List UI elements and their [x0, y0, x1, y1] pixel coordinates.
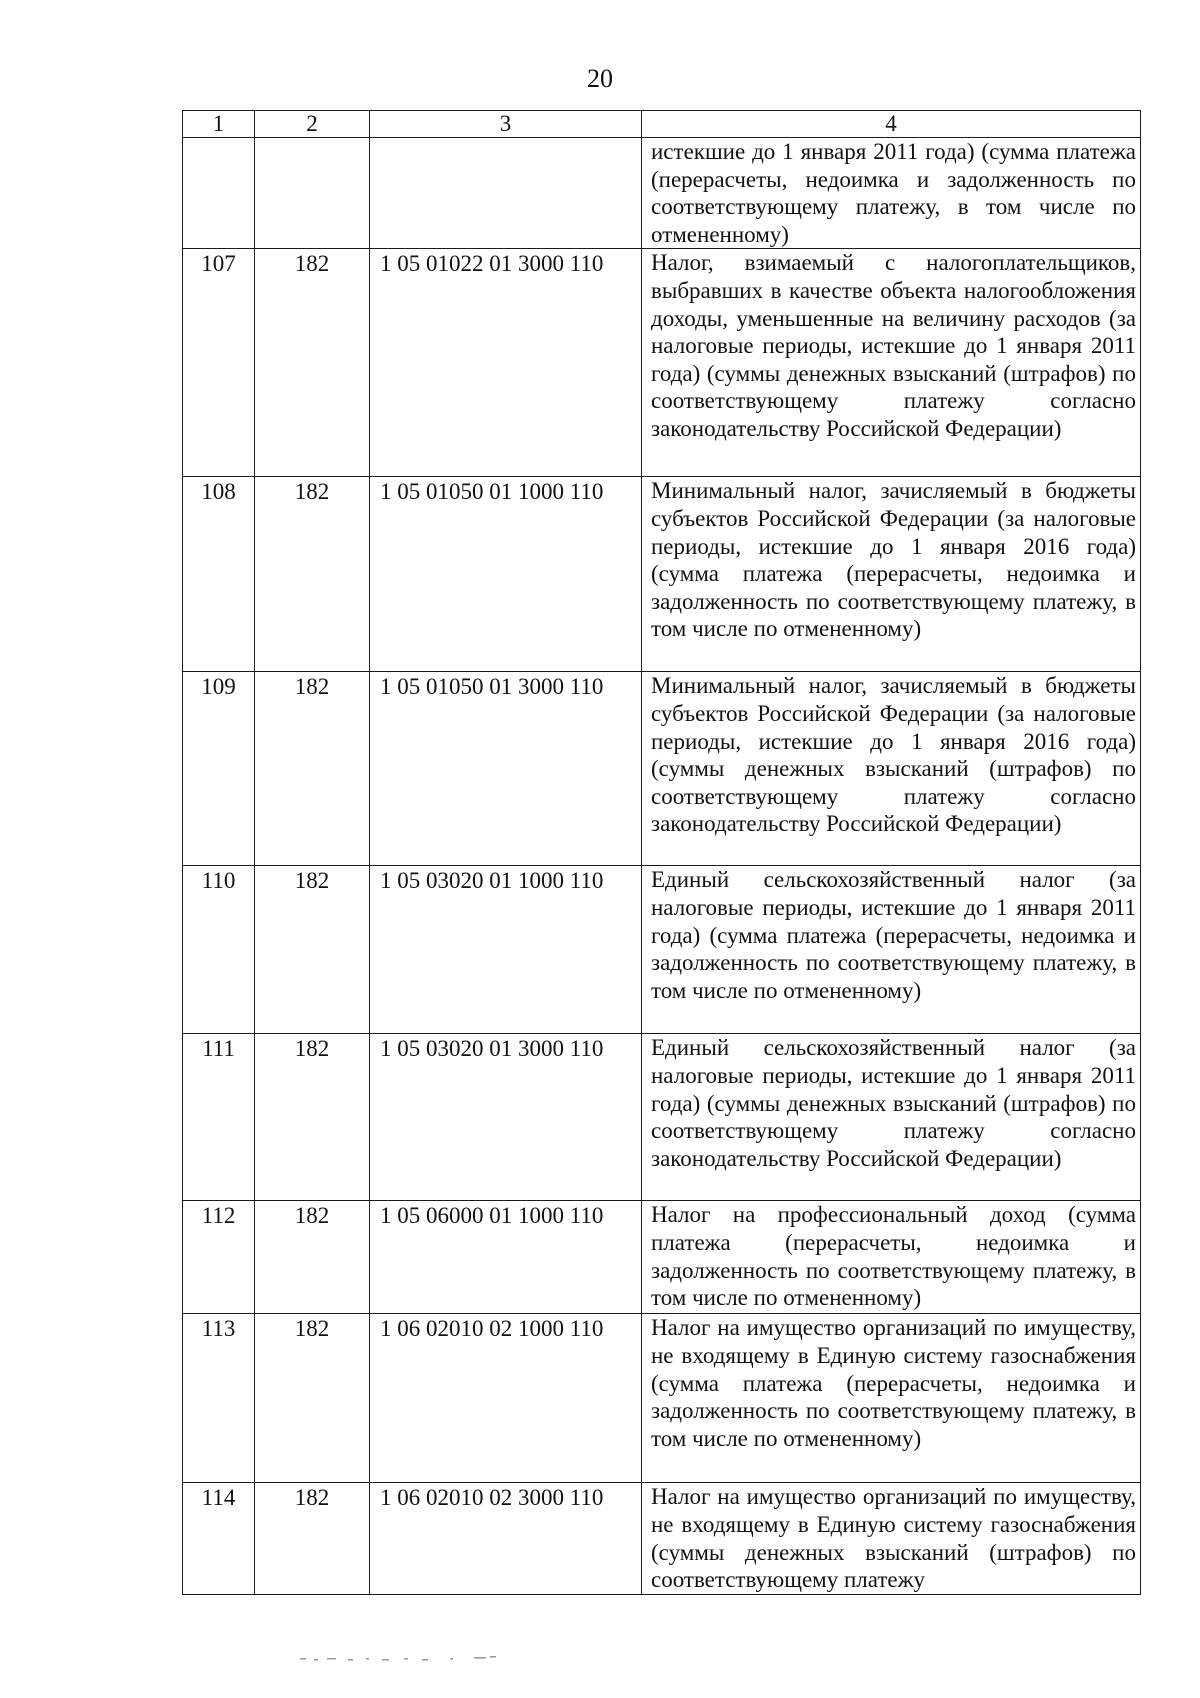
income-description-cell: Налог на имущество организаций по имуществу, не входящему в Единую систему газоснабжения (суммы денежных взысканий (штрафов) по соответствующему платежу: [642, 1483, 1141, 1594]
row-number-cell: 111: [183, 1034, 255, 1201]
budget-classification-code-cell: 1 05 01050 01 1000 110: [370, 477, 642, 672]
table-row: [183, 138, 1141, 249]
budget-classification-code-cell: 1 06 02010 02 3000 110: [370, 1483, 642, 1594]
row-number-cell: [183, 138, 255, 249]
row-number-cell: 108: [183, 477, 255, 672]
row-number-cell: 110: [183, 866, 255, 1034]
column-header-2: 2: [255, 111, 370, 138]
administrator-code-cell: 182: [255, 866, 370, 1034]
budget-classification-code-cell: 1 05 01050 01 3000 110: [370, 672, 642, 866]
table-row: [183, 866, 1141, 1034]
table-row: [183, 1483, 1141, 1594]
table-row: [183, 1034, 1141, 1201]
table-row: [183, 1201, 1141, 1314]
table-row: [183, 672, 1141, 866]
administrator-code-cell: 182: [255, 1034, 370, 1201]
income-description-cell: Минимальный налог, зачисляемый в бюджеты субъектов Российской Федерации (за налоговые периоды, истекшие до 1 января 2016 года) (суммы денежных взысканий (штрафов) по соответствующему платежу согласно законодательству Российской Федерации): [642, 672, 1141, 866]
income-description-cell: Налог на профессиональный доход (сумма платежа (перерасчеты, недоимка и задолженность по соответствующему платежу, в том числе по отмененному): [642, 1201, 1141, 1314]
header-row: [183, 111, 1141, 138]
row-number-cell: 114: [183, 1483, 255, 1594]
administrator-code-cell: 182: [255, 672, 370, 866]
scan-noise-marks: [300, 1655, 520, 1663]
row-number-cell: 112: [183, 1201, 255, 1314]
table-header: [183, 111, 1141, 138]
budget-classification-code-cell: 1 05 03020 01 3000 110: [370, 1034, 642, 1201]
column-header-4: 4: [642, 111, 1141, 138]
row-number-cell: 109: [183, 672, 255, 866]
row-number-cell: 107: [183, 249, 255, 477]
budget-classification-code-cell: 1 06 02010 02 1000 110: [370, 1314, 642, 1483]
income-description-cell: Единый сельскохозяйственный налог (за налоговые периоды, истекшие до 1 января 2011 года) (сумма платежа (перерасчеты, недоимка и задолженность по соответствующему платежу, в том числе по отмененному): [642, 866, 1141, 1034]
income-description-cell: истекшие до 1 января 2011 года) (сумма платежа (перерасчеты, недоимка и задолженность по соответствующему платежу, в том числе по отмененному): [642, 138, 1141, 249]
income-description-cell: Единый сельскохозяйственный налог (за налоговые периоды, истекшие до 1 января 2011 года) (суммы денежных взысканий (штрафов) по соответствующему платежу согласно законодательству Российской Федерации): [642, 1034, 1141, 1201]
column-header-3: 3: [370, 111, 642, 138]
administrator-code-cell: 182: [255, 249, 370, 477]
administrator-code-cell: 182: [255, 1201, 370, 1314]
budget-classification-code-cell: [370, 138, 642, 249]
table-row: [183, 249, 1141, 477]
page-number: 20: [587, 64, 613, 93]
budget-codes-table: [182, 110, 1141, 1595]
administrator-code-cell: [255, 138, 370, 249]
budget-classification-code-cell: 1 05 03020 01 1000 110: [370, 866, 642, 1034]
administrator-code-cell: 182: [255, 1483, 370, 1594]
budget-classification-code-cell: 1 05 01022 01 3000 110: [370, 249, 642, 477]
administrator-code-cell: 182: [255, 1314, 370, 1483]
row-number-cell: 113: [183, 1314, 255, 1483]
income-description-cell: Минимальный налог, зачисляемый в бюджеты субъектов Российской Федерации (за налоговые периоды, истекшие до 1 января 2016 года) (сумма платежа (перерасчеты, недоимка и задолженность по соответствующему платежу, в том числе по отмененному): [642, 477, 1141, 672]
table-row: [183, 477, 1141, 672]
column-header-1: 1: [183, 111, 255, 138]
administrator-code-cell: 182: [255, 477, 370, 672]
income-description-cell: Налог на имущество организаций по имуществу, не входящему в Единую систему газоснабжения (сумма платежа (перерасчеты, недоимка и задолженность по соответствующему платежу, в том числе по отмененному): [642, 1314, 1141, 1483]
table-row: [183, 1314, 1141, 1483]
income-description-cell: Налог, взимаемый с налогоплательщиков, выбравших в качестве объекта налогообложения доходы, уменьшенные на величину расходов (за налоговые периоды, истекшие до 1 января 2011 года) (суммы денежных взысканий (штрафов) по соответствующему платежу согласно законодательству Российской Федерации): [642, 249, 1141, 477]
budget-classification-code-cell: 1 05 06000 01 1000 110: [370, 1201, 642, 1314]
table-body: [183, 138, 1141, 1595]
